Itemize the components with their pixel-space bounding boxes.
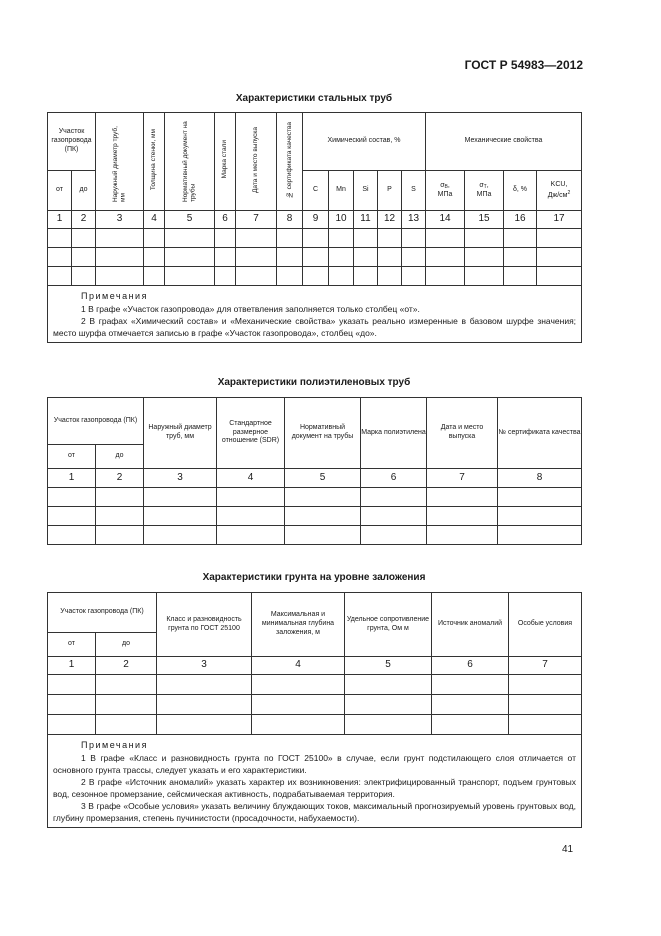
table-row [48,715,582,735]
sigma-b-unit: МПа [437,190,453,198]
steel-header-outer-diameter [96,113,144,211]
steel-note-1: 1 В графе «Участок газопровода» для ответвления заполняется только столбец «от». [81,303,420,314]
document-standard-number: ГОСТ Р 54983—2012 [464,58,583,72]
pe-col-number: 8 [498,469,582,488]
soil-col-number: 6 [432,657,509,675]
pe-col-number: 4 [217,469,285,488]
steel-header-kcu: KCU, $Дж/см^2$ [537,171,582,211]
pe-col-number: 2 [96,469,144,488]
steel-pipes-table [47,112,582,343]
soil-col-number: 2 [96,657,157,675]
pe-col-number: 5 [285,469,361,488]
steel-note-2: 2 В графах «Химический состав» и «Механические свойства» указать реально измеренные в базовом шурфе значения; место шурфа отмечается записью в графе «Участок газопровода», столбец «до». [53,315,577,338]
steel-header-chem-s: S [402,171,426,211]
pe-table-title: Характеристики полиэтиленовых труб [217,377,411,388]
steel-header-chem-si: Si [354,171,378,211]
soil-header-special: Особые условия [509,593,582,657]
steel-header-norm-doc [165,113,215,211]
table-row [48,675,582,695]
steel-header-wall-text: Толщина стенки, мм [150,129,158,191]
table-row [48,526,582,545]
steel-header-norm-doc-text: Нормативный документ на трубы [182,120,197,202]
steel-header-chem-p: P [378,171,402,211]
table-row [48,267,582,286]
steel-col-number: 14 [426,211,465,229]
steel-col-number: 10 [329,211,354,229]
sigma-t-symbol: $\sigma_Т$, [479,181,489,190]
steel-header-chemical: Химический состав, % [303,113,426,171]
steel-col-number: 3 [96,211,144,229]
pe-header-date-place: Дата и место выпуска [427,398,498,469]
soil-header-resistivity: Удельное сопротивление грунта, Ом м [345,593,432,657]
table-row [48,229,582,248]
soil-header-from: от [48,633,96,657]
steel-col-number: 5 [165,211,215,229]
table-row [48,248,582,267]
steel-col-number: 1 [48,211,72,229]
steel-header-date-place-text: Дата и место выпуска [252,126,260,193]
soil-col-number: 3 [157,657,252,675]
soil-header-to: до [96,633,157,657]
pe-header-from: от [48,445,96,469]
steel-header-date-place [236,113,277,211]
soil-header-section: Участок газопровода (ПК) [48,593,157,633]
soil-col-number: 4 [252,657,345,675]
pe-col-number: 1 [48,469,96,488]
pe-header-cert: № сертификата качества [498,398,582,469]
steel-col-number: 9 [303,211,329,229]
soil-col-number: 1 [48,657,96,675]
steel-header-outer-diameter-text: Наружный диаметр труб, мм [112,125,127,202]
soil-col-number: 5 [345,657,432,675]
soil-notes-heading: Примечания [81,740,148,750]
steel-header-section: Участок газопровода (ПК) [48,113,96,171]
steel-col-number: 13 [402,211,426,229]
sigma-b-symbol: $\sigma_В$, [440,181,450,190]
sigma-t-unit: МПа [476,190,492,198]
steel-col-number: 4 [144,211,165,229]
pe-header-outer-diameter: Наружный диаметр труб, мм [144,398,217,469]
steel-col-number: 7 [236,211,277,229]
steel-header-steel-grade [215,113,236,211]
pe-col-number: 7 [427,469,498,488]
steel-header-to: до [72,171,96,211]
steel-header-steel-grade-text: Марка стали [221,140,229,179]
table-row [48,695,582,715]
steel-header-chem-c: C [303,171,329,211]
pe-header-sdr: Стандартное размерное отношение (SDR) [217,398,285,469]
soil-header-anomaly: Источник аномалий [432,593,509,657]
pe-header-section: Участок газопровода (ПК) [48,398,144,445]
steel-col-number: 6 [215,211,236,229]
steel-header-cert [277,113,303,211]
soil-col-number: 7 [509,657,582,675]
steel-notes-heading: Примечания [81,291,148,301]
soil-table [47,592,582,828]
pe-header-to: до [96,445,144,469]
table-row [48,488,582,507]
table-row [48,507,582,526]
steel-header-cert-text: № сертификата качества [285,121,293,198]
steel-header-delta: δ, % [504,171,537,211]
steel-header-chem-mn: Mn [329,171,354,211]
steel-col-number: 11 [354,211,378,229]
soil-notes [48,735,582,828]
steel-header-sigma-b [426,171,465,211]
pe-col-number: 3 [144,469,217,488]
soil-header-depth: Максимальная и минимальная глубина заложения, м [252,593,345,657]
steel-header-from: от [48,171,72,211]
soil-note-3: 3 В графе «Особые условия» указать величину блуждающих токов, максимальный прогнозируемый уровень грунтовых вод, глубину промерзания, степень пучинистости (просадочности, набухаемости). [53,801,576,824]
steel-header-sigma-t [465,171,504,211]
soil-table-title: Характеристики грунта на уровне заложения [202,572,426,583]
steel-header-mechanical: Механические свойства [426,113,582,171]
steel-col-number: 15 [465,211,504,229]
page-number: 41 [562,844,574,855]
steel-notes [48,286,582,343]
soil-header-class: Класс и разновидность грунта по ГОСТ 25100 [157,593,252,657]
steel-col-number: 2 [72,211,96,229]
steel-col-number: 16 [504,211,537,229]
pe-header-pe-grade: Марка полиэтилена [361,398,427,469]
soil-note-1: 1 В графе «Класс и разновидность грунта по ГОСТ 25100» в случае, если грунт подстилающего слоя отличается от основного грунта трассы, следует указать и его характеристики. [53,752,576,775]
steel-table-title: Характеристики стальных труб [235,93,393,104]
steel-header-wall [144,113,165,211]
pe-header-norm-doc: Нормативный документ на трубы [285,398,361,469]
pe-pipes-table [47,397,582,545]
kcu-unit: Дж/см [547,191,568,199]
steel-col-number: 17 [537,211,582,229]
pe-col-number: 6 [361,469,427,488]
soil-note-2: 2 В графе «Источник аномалий» указать характер их возникновения: электрифицированный транспорт, подъем грунтовых вод, сезонное промерзание, сейсмическая активность, подрабатываемая территория. [53,776,576,799]
steel-col-number: 12 [378,211,402,229]
steel-col-number: 8 [277,211,303,229]
kcu-label: KCU, [550,180,568,188]
